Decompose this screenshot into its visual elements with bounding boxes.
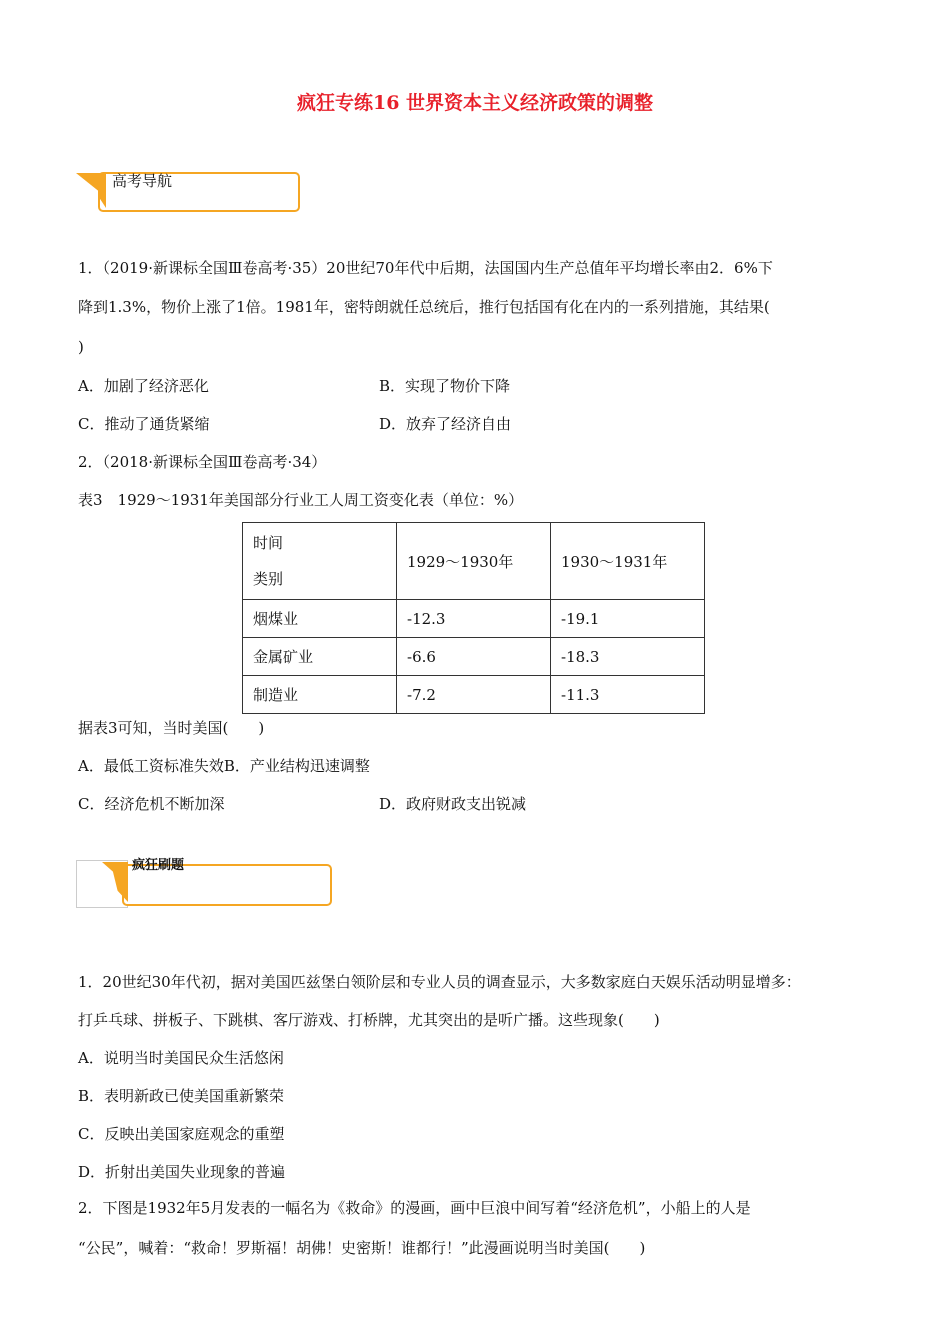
q2-option-d: D．政府财政支出锐减 [379,795,527,813]
p1-option-d: D．折射出美国失业现象的普遍 [78,1163,286,1181]
table-header-1929: 1929～1930年 [397,523,551,600]
q2-table-caption: 表3 1929～1931年美国部分行业工人周工资变化表（单位：%） [78,491,524,509]
section-label: 疯狂刷题 [132,858,185,873]
q1-option-d: D．放弃了经济自由 [379,415,512,433]
table-header-corner: 时间 类别 [243,523,397,600]
p2-line2: “公民”，喊着：“救命！罗斯福！胡佛！史密斯！谁都行！”此漫画说明当时美国( ) [78,1239,646,1257]
table-row: 烟煤业 -12.3 -19.1 [243,600,705,638]
table-header-1930: 1930～1931年 [551,523,705,600]
table-row: 制造业 -7.2 -11.3 [243,676,705,714]
document-title: 疯狂专练16 世界资本主义经济政策的调整 [296,92,654,114]
section-label: 高考导航 [112,172,173,190]
p2-line1: 2．下图是1932年5月发表的一幅名为《救命》的漫画，画中巨浪中间写着“经济危机”，小船上的人是 [78,1199,751,1217]
q1-option-a: A．加剧了经济恶化 [78,377,209,395]
q1-line3: ) [78,338,84,356]
p1-option-a: A．说明当时美国民众生活悠闲 [78,1049,284,1067]
p1-option-b: B．表明新政已使美国重新繁荣 [78,1087,285,1105]
q2-line1: 2．（2018·新课标全国Ⅲ卷高考·34） [78,453,327,471]
q1-line1: 1．（2019·新课标全国Ⅲ卷高考·35）20世纪70年代中后期，法国国内生产总值年平均增长率由2．6%下 [78,259,773,277]
table-row: 金属矿业 -6.6 -18.3 [243,638,705,676]
q2-option-ab: A．最低工资标准失效B．产业结构迅速调整 [78,757,370,775]
p1-option-c: C．反映出美国家庭观念的重塑 [78,1125,285,1143]
p1-line1: 1．20世纪30年代初，据对美国匹兹堡白领阶层和专业人员的调查显示，大多数家庭白天娱乐活动明显增多： [78,973,801,991]
q1-line2: 降到1.3%，物价上涨了1倍。1981年，密特朗就任总统后，推行包括国有化在内的一系列措施，其结果( [78,298,770,316]
section-banner-gaokao [76,170,302,214]
q2-option-c: C．经济危机不断加深 [78,795,225,813]
p1-line2: 打乒乓球、拼板子、下跳棋、客厅游戏、打桥牌，尤其突出的是听广播。这些现象( ) [78,1011,660,1029]
wage-table [242,522,705,714]
section-banner-practice [76,860,334,910]
table-header-row [243,523,705,600]
q1-option-c: C．推动了通货紧缩 [78,415,210,433]
q1-option-b: B．实现了物价下降 [379,377,511,395]
q2-stem: 据表3可知，当时美国( ) [78,719,265,737]
